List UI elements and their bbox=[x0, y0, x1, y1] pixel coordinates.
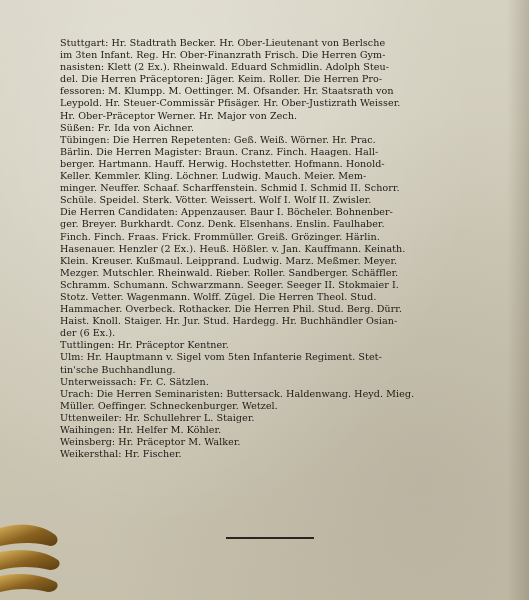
text-line: del. Die Herren Präceptoren: Jäger. Keim. Roller. Die Herren Pro- bbox=[60, 74, 383, 86]
text-line: minger. Neuffer. Schaaf. Scharffenstein. Schmid I. Schmid II. Schorr. bbox=[60, 183, 400, 195]
text-line: Süßen: Fr. Ida von Aichner. bbox=[60, 122, 195, 134]
entry-suessen bbox=[60, 123, 492, 135]
entry-waihingen bbox=[60, 425, 492, 437]
text-line: fessoren: M. Klumpp. M. Oettinger. M. Ofsander. Hr. Staatsrath von bbox=[60, 86, 394, 98]
subscriber-list bbox=[60, 38, 492, 461]
text-line: ger. Breyer. Burkhardt. Conz. Denk. Elsenhans. Enslin. Faulhaber. bbox=[60, 219, 385, 231]
entry-ulm bbox=[60, 352, 492, 376]
text-line: Stuttgart: Hr. Stadtrath Becker. Hr. Ober-Lieutenant von Berlsche bbox=[60, 38, 386, 49]
entry-tuebingen bbox=[60, 135, 492, 341]
text-line: Haist. Knoll. Staiger. Hr. Jur. Stud. Hardegg. Hr. Buchhändler Osian- bbox=[60, 316, 398, 328]
text-line: tin'sche Buchhandlung. bbox=[60, 364, 176, 376]
text-line: Hr. Ober-Präceptor Werner. Hr. Major von Zech. bbox=[60, 110, 298, 122]
text-line: Weikersthal: Hr. Fischer. bbox=[60, 449, 182, 461]
text-line: Unterweissach: Fr. C. Sätzlen. bbox=[60, 376, 209, 388]
text-line: Keller. Kemmler. Kling. Löchner. Ludwig. Mauch. Meier. Mem- bbox=[60, 171, 367, 183]
metal-clip-icon bbox=[0, 520, 62, 600]
text-line: Weinsberg: Hr. Präceptor M. Walker. bbox=[60, 437, 241, 449]
entry-stuttgart bbox=[60, 38, 492, 123]
text-line: Schramm. Schumann. Schwarzmann. Seeger. Seeger II. Stokmaier I. bbox=[60, 279, 399, 291]
text-line: Die Herren Candidaten: Appenzauser. Baur I. Böcheler. Bohnenber- bbox=[60, 207, 393, 219]
entry-urach bbox=[60, 389, 492, 413]
text-line: Bärlin. Die Herren Magister: Braun. Cranz. Finch. Haagen. Hall- bbox=[60, 146, 379, 158]
text-line: Tuttlingen: Hr. Präceptor Kentner. bbox=[60, 340, 229, 352]
text-line: berger. Hartmann. Hauff. Herwig. Hochstetter. Hofmann. Honold- bbox=[60, 158, 385, 170]
entry-unterweissach bbox=[60, 377, 492, 389]
text-line: Waihingen: Hr. Helfer M. Köhler. bbox=[60, 425, 222, 436]
text-line: Stotz. Vetter. Wagenmann. Wolff. Zügel. Die Herren Theol. Stud. bbox=[60, 291, 377, 303]
text-line: Finch. Finch. Fraas. Frick. Frommüller. Greiß. Grözinger. Härlin. bbox=[60, 231, 380, 243]
text-line: Urach: Die Herren Seminaristen: Buttersack. Haldenwang. Heyd. Mieg. bbox=[60, 388, 415, 400]
entry-weinsberg bbox=[60, 437, 492, 449]
entry-uttenweiler bbox=[60, 413, 492, 425]
end-rule bbox=[226, 537, 314, 539]
entry-tuttlingen bbox=[60, 340, 492, 352]
page-edge-shadow bbox=[507, 0, 529, 600]
text-line: Klein. Kreuser. Kußmaul. Leipprand. Ludwig. Marz. Meßmer. Meyer. bbox=[60, 255, 398, 267]
text-line: Uttenweiler: Hr. Schullehrer L. Staiger. bbox=[60, 412, 255, 424]
text-line: Ulm: Hr. Hauptmann v. Sigel vom 5ten Infanterie Regiment. Stet- bbox=[60, 352, 382, 364]
text-line: nasisten: Klett (2 Ex.). Rheinwald. Eduard Schmidlin. Adolph Steu- bbox=[60, 62, 390, 74]
text-line: Hasenauer. Henzler (2 Ex.). Heuß. Hößler. v. Jan. Kauffmann. Keinath. bbox=[60, 243, 406, 255]
entry-weikersthal bbox=[60, 449, 492, 461]
text-line: der (6 Ex.). bbox=[60, 328, 116, 340]
text-line: Schüle. Speidel. Sterk. Vötter. Weissert. Wolf I. Wolf II. Zwisler. bbox=[60, 195, 372, 207]
text-line: Leypold. Hr. Steuer-Commissär Pfisäger. Hr. Ober-Justizrath Weisser. bbox=[60, 98, 401, 110]
text-line: Hammacher. Overbeck. Rothacker. Die Herren Phil. Stud. Berg. Dürr. bbox=[60, 304, 402, 316]
text-line: im 3ten Infant. Reg. Hr. Ober-Finanzrath Frisch. Die Herren Gym- bbox=[60, 50, 386, 62]
text-line: Mezger. Mutschler. Rheinwald. Rieber. Roller. Sandberger. Schäffler. bbox=[60, 267, 399, 279]
text-line: Tübingen: Die Herren Repetenten: Geß. Weiß. Wörner. Hr. Prac. bbox=[60, 134, 376, 146]
text-line: Müller. Oeffinger. Schneckenburger. Wetzel. bbox=[60, 400, 278, 412]
